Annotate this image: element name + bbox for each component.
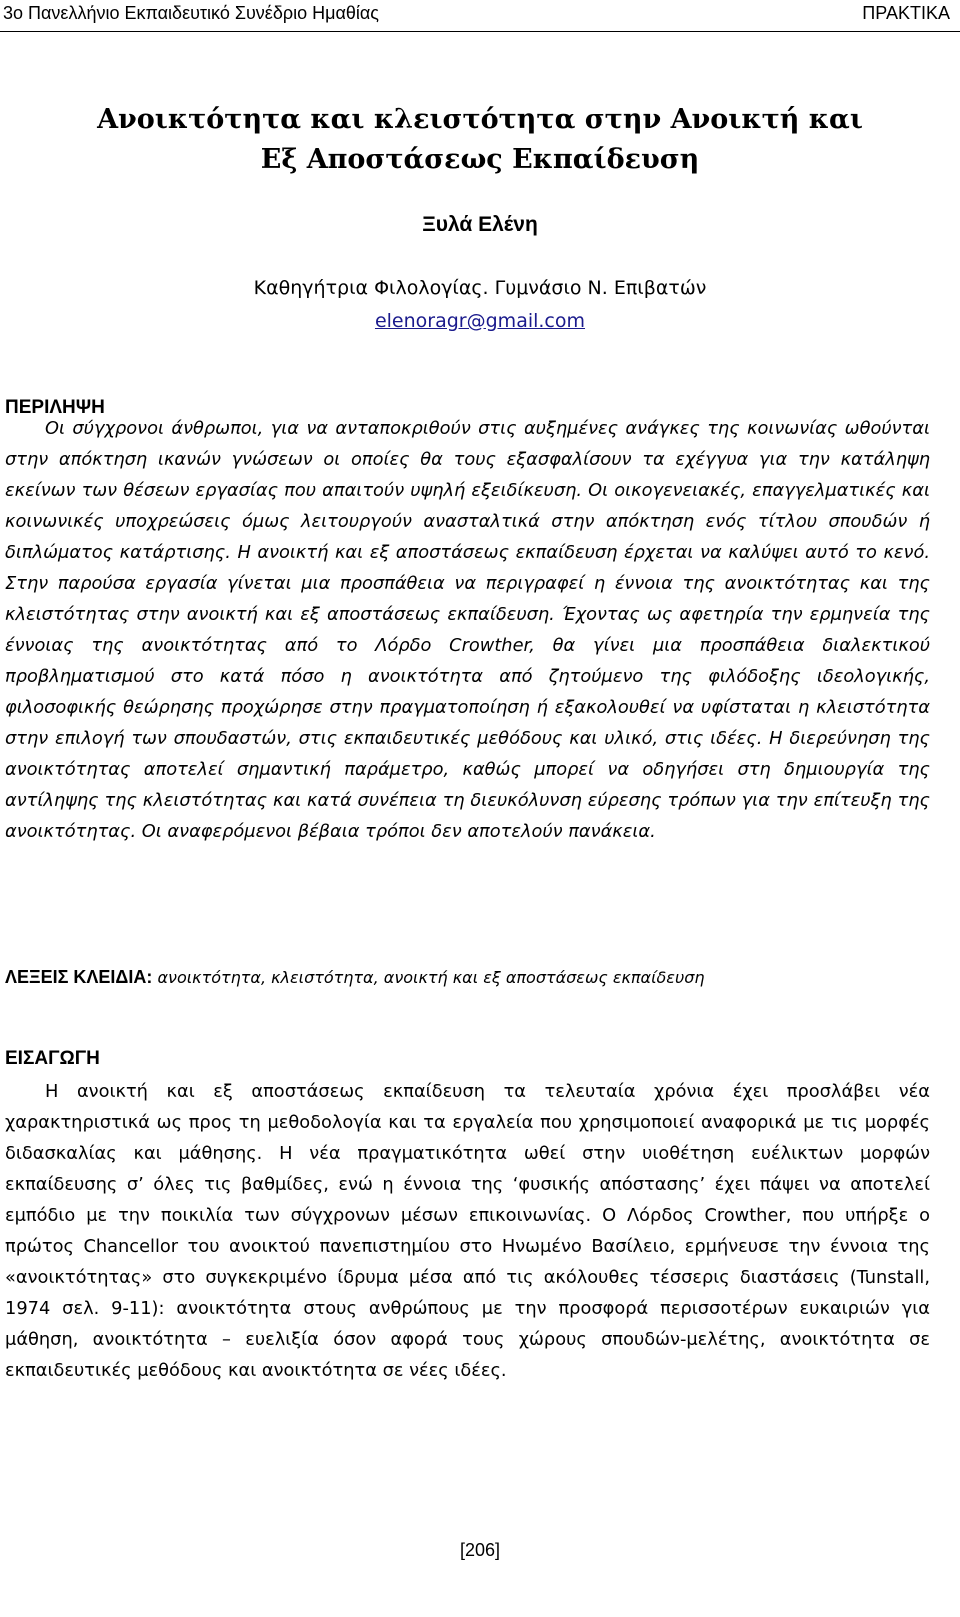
- keywords-label: ΛΕΞΕΙΣ ΚΛΕΙΔΙΑ:: [5, 967, 153, 987]
- author-email-link[interactable]: elenoragr@gmail.com: [374, 310, 586, 332]
- keywords: [5, 967, 935, 988]
- title-line-1: Ανοικτότητα και κλειστότητα στην Ανοικτή και: [97, 104, 863, 135]
- introduction-heading: ΕΙΣΑΓΩΓΗ: [5, 1048, 100, 1069]
- introduction-body: [5, 1076, 930, 1386]
- conference-name: 3ο Πανελλήνιο Εκπαιδευτικό Συνέδριο Ημαθίας: [3, 3, 379, 23]
- title-line-2: Εξ Αποστάσεως Εκπαίδευση: [260, 144, 700, 175]
- author-email-container: [0, 310, 960, 332]
- paper-title: [0, 100, 960, 180]
- abstract-body: [5, 413, 930, 847]
- running-header: [0, 0, 960, 32]
- header-section-label: ΠΡΑΚΤΙΚΑ: [862, 3, 950, 23]
- introduction-text: Η ανοικτή και εξ αποστάσεως εκπαίδευση τα τελευταία χρόνια έχει προσλάβει νέα χαρακτηριστικά ως προς τη μεθοδολογία και τα εργαλεία που χρησιμοποιεί αναφορικά με τις μορφές διδασκαλίας και μάθησης. Η νέα πραγματικότητα ωθεί στην υιοθέτηση ευέλικτων μορφών εκπαίδευσης σ’ όλες τις βαθμίδες, ενώ η έννοια της ‘φυσικής απόστασης’ έχει πάψει να αποτελεί εμπόδιο με την ποικιλία των σύγχρονων μέσων επικοινωνίας. Ο Λόρδος Crowther, που υπήρξε ο πρώτος Chancellor του ανοικτού πανεπιστημίου στο Ηνωμένο Βασίλειο, ερμήνευσε την έννοια της «ανοικτότητας» στο συγκεκριμένο ίδρυμα μέσα από τις ακόλουθες τέσσερις διαστάσεις (Tunstall, 1974 σελ. 9-11): ανοικτότητα στους ανθρώπους με την προσφορά περισσοτέρων ευκαιριών για μάθηση, ανοικτότητα – ευελιξία όσον αφορά τους χώρους σπουδών-μελέτης, ανοικτότητα σε εκπαιδευτικές μεθόδους και ανοικτότητα σε νέες ιδέες.: [5, 1081, 930, 1381]
- page-number: [206]: [459, 1540, 501, 1560]
- author-affiliation: Καθηγήτρια Φιλολογίας. Γυμνάσιο Ν. Επιβατών: [253, 277, 707, 299]
- abstract-text: Οι σύγχρονοι άνθρωποι, για να ανταποκριθούν στις αυξημένες ανάγκες της κοινωνίας ωθούνται στην απόκτηση ικανών γνώσεων οι οποίες θα τους εξασφαλίσουν τα εχέγγυα για την κατάληψη εκείνων των θέσεων εργασίας που απαιτούν υψηλή εξειδίκευση. Οι οικογενειακές, επαγγελματικές και κοινωνικές υποχρεώσεις όμως λειτουργούν ανασταλτικά στην απόκτηση ενός τίτλου σπουδών ή διπλώματος κατάρτισης. Η ανοικτή και εξ αποστάσεως εκπαίδευση έρχεται να καλύψει αυτό το κενό. Στην παρούσα εργασία γίνεται μια προσπάθεια να περιγραφεί η έννοια της ανοικτότητας και της κλειστότητας στην ανοικτή και εξ αποστάσεως εκπαίδευση. Έχοντας ως αφετηρία την ερμηνεία της έννοιας της ανοικτότητας από το Λόρδο Crowther, θα γίνει μια προσπάθεια διαλεκτικού προβληματισμού στο κατά πόσο η ανοικτότητα από ζητούμενο της φιλόδοξης ιδεολογικής, φιλοσοφικής θεώρησης προχώρησε στην πραγματοποίηση ή εξακολουθεί να υφίσταται η κλειστότητα στην επιλογή των σπουδαστών, στις εκπαιδευτικές μεθόδους και υλικό, στις ιδέες. Η διερεύνηση της ανοικτότητας αποτελεί σημαντική παράμετρο, καθώς μπορεί να οδηγήσει στη δημιουργία της αντίληψης της κλειστότητας και κατά συνέπεια τη διευκόλυνση εύρεσης τρόπων για την επίτευξη της ανοικτότητας. Οι αναφερόμενοι βέβαια τρόποι δεν αποτελούν πανάκεια.: [5, 418, 930, 842]
- keywords-values: ανοικτότητα, κλειστότητα, ανοικτή και εξ αποστάσεως εκπαίδευση: [157, 968, 705, 987]
- abstract-heading: ΠΕΡΙΛΗΨΗ: [5, 397, 105, 418]
- author-name: Ξυλά Ελένη: [422, 213, 538, 236]
